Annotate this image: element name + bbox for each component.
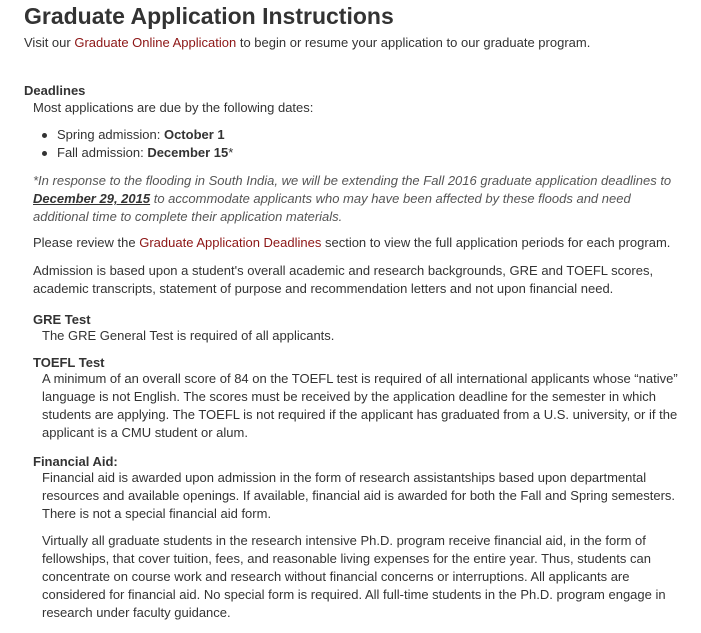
review-pre: Please review the bbox=[33, 235, 140, 250]
toefl-heading: TOEFL Test bbox=[33, 355, 105, 370]
toefl-text: A minimum of an overall score of 84 on the TOEFL test is required of all international applicants whose “native” language is not English. The scores must be received by the application deadline for the semester in which students are applying. The TOEFL is not required if the applicant has graduated from a U.S. university, or if the applicant is a CMU student or alum. bbox=[42, 371, 678, 440]
intro-pre: Visit our bbox=[24, 35, 75, 50]
review-post: section to view the full application periods for each program. bbox=[321, 235, 671, 250]
deadline-date: December 15 bbox=[147, 145, 229, 160]
review-paragraph bbox=[33, 234, 693, 252]
deadline-label: Fall admission: bbox=[57, 145, 148, 160]
admission-paragraph: Admission is based upon a student's overall academic and research backgrounds, GRE and TOEFL scores, academic transcripts, statement of purpose and recommendation letters and not upon financial need. bbox=[33, 263, 654, 296]
deadlines-heading: Deadlines bbox=[24, 83, 86, 98]
graduate-online-application-link[interactable]: Graduate Online Application bbox=[74, 35, 237, 50]
intro-text bbox=[24, 34, 694, 52]
deadline-date: October 1 bbox=[163, 127, 225, 142]
page-title: Graduate Application Instructions bbox=[24, 3, 394, 29]
financial-aid-paragraph-1: Financial aid is awarded upon admission in the form of research assistantships based upon departmental resources and available openings. If available, financial aid is awarded for both the Fall and Spring semesters. There is not a special financial aid form. bbox=[42, 470, 676, 521]
note-post: to accommodate applicants who may have been affected by these floods and need additional time to complete their application materials. bbox=[33, 191, 631, 224]
deadline-item-spring bbox=[57, 126, 233, 144]
graduate-application-deadlines-link[interactable]: Graduate Application Deadlines bbox=[139, 235, 322, 250]
note-pre: *In response to the flooding in South India, we will be extending the Fall 2016 graduate application deadlines to bbox=[33, 173, 672, 188]
deadline-suffix: * bbox=[228, 145, 234, 160]
deadlines-lead: Most applications are due by the following dates: bbox=[33, 100, 314, 115]
gre-heading: GRE Test bbox=[33, 312, 91, 327]
gre-text: The GRE General Test is required of all applicants. bbox=[42, 328, 335, 343]
deadline-label: Spring admission: bbox=[57, 127, 164, 142]
note-date: December 29, 2015 bbox=[33, 191, 151, 206]
deadline-item-fall bbox=[57, 144, 233, 162]
financial-aid-paragraph-2: Virtually all graduate students in the research intensive Ph.D. program receive financial aid, in the form of fellowships, that cover tuition, fees, and reasonable living expenses for the entire year. Thus, students can concentrate on course work and research without financial concerns or interruptions. All applicants are considered for financial aid. No special form is required. All full-time students in the Ph.D. program engage in research under faculty guidance. bbox=[42, 533, 666, 620]
flooding-note bbox=[33, 172, 688, 226]
intro-post: to begin or resume your application to our graduate program. bbox=[236, 35, 591, 50]
financial-aid-heading: Financial Aid: bbox=[33, 454, 118, 469]
deadline-list bbox=[33, 126, 233, 162]
